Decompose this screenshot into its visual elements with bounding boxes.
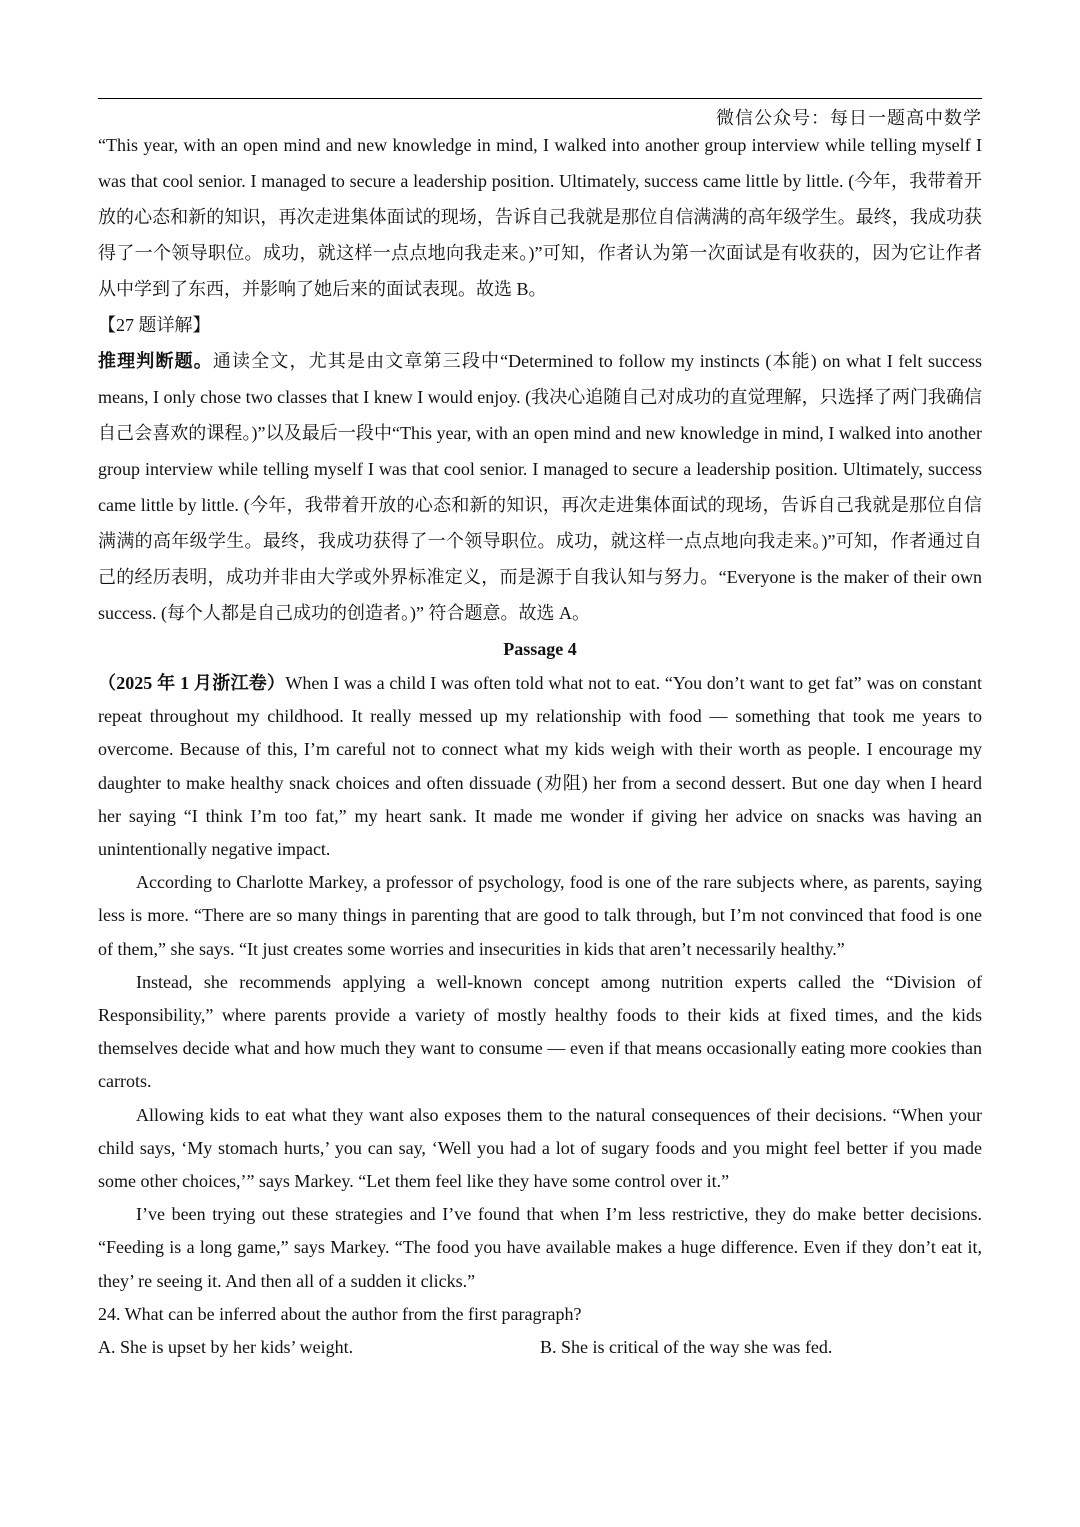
question-24-option-b: B. She is critical of the way she was fed. — [540, 1337, 833, 1358]
question-24-options — [98, 1331, 982, 1364]
passage-4-body — [98, 667, 982, 1298]
header-rule — [98, 98, 982, 99]
passage-paragraph: Instead, she recommends applying a well-known concept among nutrition experts called the “Division of Responsibility,” where parents provide a variety of mostly healthy foods to their kids at fixed times, and the kids themselves decide what and how much they want to consume — even if that means occasionally eating more cookies than carrots. — [98, 971, 982, 1092]
question-24-option-a: A. She is upset by her kids’ weight. — [98, 1337, 354, 1358]
passage-paragraph — [98, 667, 982, 866]
passage-paragraph: I’ve been trying out these strategies and I’ve found that when I’m less restrictive, they do make better decisions. “Feeding is a long game,” says Markey. “The food you have available makes a huge difference. Even if they don’t eat it, they’ re seeing it. And then all of a sudden it clicks.” — [98, 1204, 982, 1291]
question-24-stem: 24. What can be inferred about the author from the first paragraph? — [98, 1303, 582, 1324]
header-wechat-label: 微信公众号：每日一题高中数学 — [716, 108, 982, 129]
q26-explanation-continuation: “This year, with an open mind and new knowledge in mind, I walked into another group interview while telling myself I was that cool senior. I managed to secure a leadership position. Ultimately, success came little by little. (今年，我带着开放的心态和新的知识，再次走进集体面试的现场，告诉自己我就是那位自信满满的高年级学生。最终，我成功获得了一个领导职位。成功，就这样一点点地向我走来。)”可知，作者认为第一次面试是有收获的，因为它让作者从中学到了东西，并影响了她后来的面试表现。故选 B。 — [98, 135, 982, 299]
document-body — [98, 127, 982, 1364]
passage-paragraph: According to Charlotte Markey, a professor of psychology, food is one of the rare subjects where, as parents, saying less is more. “There are so many things in parenting that are good to talk through, but I’m not convinced that food is one of them,” she says. “It just creates some worries and insecurities in kids that aren’t necessarily healthy.” — [98, 872, 982, 959]
passage-source-label: （2025 年 1 月浙江卷） — [98, 673, 286, 693]
q27-explanation — [98, 343, 982, 631]
q27-type-label: 推理判断题。 — [98, 351, 213, 371]
passage-paragraph-text: When I was a child I was often told what not to eat. “You don’t want to get fat” was on constant repeat throughout my childhood. It really messed up my relationship with food — something that took me years to overcome. Because of this, I’m careful not to connect what my kids weigh with their worth as people. I encourage my daughter to make healthy snack choices and often dissuade (劝阻) her from a second dessert. But one day when I heard her saying “I think I’m too fat,” my heart sank. It made me wonder if giving her advice on snacks was having an unintentionally negative impact. — [98, 673, 982, 860]
q27-explanation-text: 通读全文，尤其是由文章第三段中“Determined to follow my instincts (本能) on what I felt success means, I only chose two classes that I knew I would enjoy. (我决心追随自己对成功的直觉理解，只选择了两门我确信自己会喜欢的课程。)”以及最后一段中“This year, with an open mind and new knowledge in mind, I walked into another group interview while telling myself I was that cool senior. I managed to secure a leadership position. Ultimately, success came little by little. (今年，我带着开放的心态和新的知识，再次走进集体面试的现场，告诉自己我就是那位自信满满的高年级学生。最终，我成功获得了一个领导职位。成功，就这样一点点地向我走来。)”可知，作者通过自己的经历表明，成功并非由大学或外界标准定义，而是源于自我认知与努力。“Everyone is the maker of their own success. (每个人都是自己成功的创造者。)” 符合题意。故选 A。 — [98, 351, 982, 623]
q27-heading: 【27 题详解】 — [98, 315, 211, 335]
passage-paragraph: Allowing kids to eat what they want also exposes them to the natural consequences of their decisions. “When your child says, ‘My stomach hurts,’ you can say, ‘Well you had a lot of sugary foods and you might feel better if you made some other choices,’” says Markey. “Let them feel like they have some control over it.” — [98, 1104, 982, 1192]
passage-title: Passage 4 — [503, 639, 577, 659]
